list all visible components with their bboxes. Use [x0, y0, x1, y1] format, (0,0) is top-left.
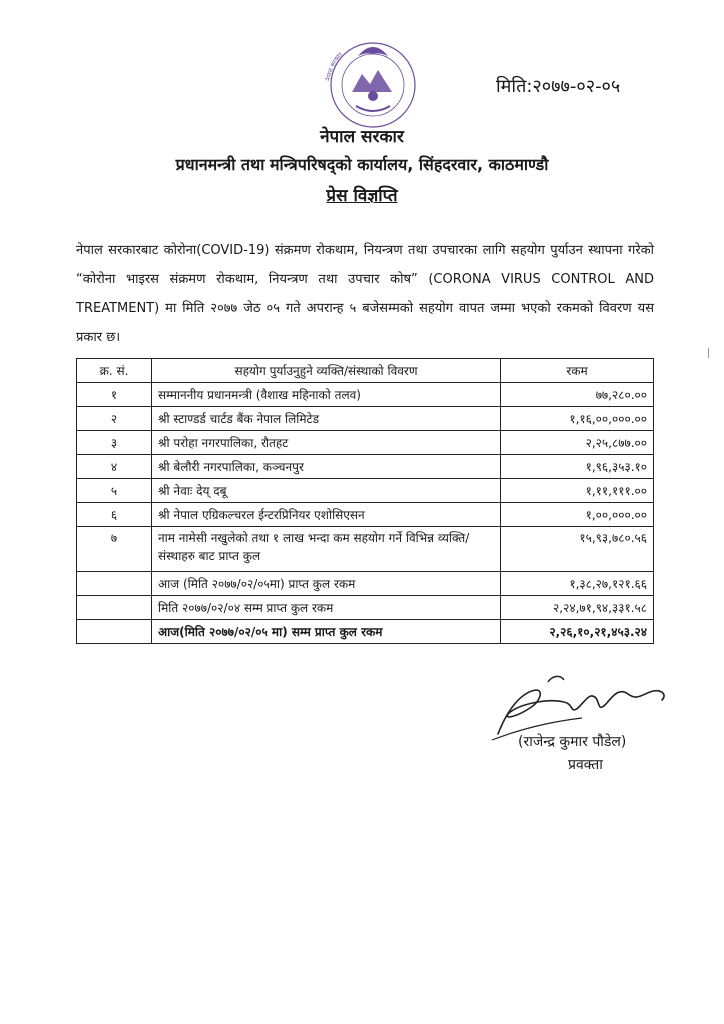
row-sn: ३ [77, 431, 152, 455]
row-desc: नाम नामेसी नखुलेको तथा १ लाख भन्दा कम सहयोग गर्ने विभिन्न व्यक्ति/संस्थाहरु बाट प्राप्त कुल [152, 527, 501, 572]
row-amount: १,९६,३५३.१० [501, 455, 654, 479]
row-amount: १५,९३,७८०.५६ [501, 527, 654, 572]
total-sn-empty [77, 572, 152, 596]
government-emblem-icon [318, 30, 428, 130]
row-amount: १,१६,००,०००.०० [501, 407, 654, 431]
row-amount: १,००,०००.०० [501, 503, 654, 527]
total-label: मिति २०७७/०२/०४ सम्म प्राप्त कुल रकम [152, 596, 501, 620]
row-desc: श्री स्टाण्डर्ड चार्टड बैंक नेपाल लिमिटेड [152, 407, 501, 431]
table-row [77, 383, 654, 407]
table-header-row [77, 359, 654, 383]
donations-table [76, 358, 654, 644]
header-amount: रकम [501, 359, 654, 383]
svg-text:नेपाल सरकार: नेपाल सरकार [325, 51, 344, 82]
row-desc: श्री नेपाल एग्रिकल्चरल ईन्टरप्रिनियर एशोसिएसन [152, 503, 501, 527]
row-desc: श्री बेलौरी नगरपालिका, कञ्चनपुर [152, 455, 501, 479]
signatory-role: प्रवक्ता [568, 757, 603, 773]
grand-total-row [77, 620, 654, 644]
table-row [77, 431, 654, 455]
total-row [77, 596, 654, 620]
header-desc: सहयोग पुर्याउनुहुने व्यक्ति/संस्थाको विवरण [152, 359, 501, 383]
total-label: आज (मिति २०७७/०२/०५मा) प्राप्त कुल रकम [152, 572, 501, 596]
row-desc: सम्माननीय प्रधानमन्त्री (वैशाख महिनाको तलव) [152, 383, 501, 407]
row-desc: श्री नेवाः देय् दबू [152, 479, 501, 503]
grand-total-label: आज(मिति २०७७/०२/०५ मा) सम्म प्राप्त कुल रकम [152, 620, 501, 644]
total-amount: १,३८,२७,१२१.६६ [501, 572, 654, 596]
office-name: प्रधानमन्त्री तथा मन्त्रिपरिषद्को कार्यालय, सिंहदरवार, काठमाण्डौ [175, 155, 549, 174]
document-title: प्रेस विज्ञप्ति [326, 186, 398, 206]
row-sn: ४ [77, 455, 152, 479]
row-sn: ७ [77, 527, 152, 572]
table-row [77, 503, 654, 527]
row-sn: ६ [77, 503, 152, 527]
table-row [77, 479, 654, 503]
intro-paragraph: नेपाल सरकारबाट कोरोना(COVID-19) संक्रमण रोकथाम, नियन्त्रण तथा उपचारका लागि सहयोग पुर्याउन स्थापना गरेको “कोरोना भाइरस संक्रमण रोकथाम, नियन्त्रण तथा उपचार कोष” (CORONA VIRUS CONTROL AND TREATMENT) मा मिति २०७७ जेठ ०५ गते अपरान्ह ५ बजेसम्मको सहयोग वापत जम्मा भएको रकमको विवरण यस प्रकार छ। [76, 243, 654, 345]
total-row [77, 572, 654, 596]
table-row [77, 407, 654, 431]
table-row [77, 455, 654, 479]
row-amount: १,११,१११.०० [501, 479, 654, 503]
row-sn: २ [77, 407, 152, 431]
header-sn: क्र. सं. [77, 359, 152, 383]
grand-total-amount: २,२६,१०,२१,४५३.२४ [501, 620, 654, 644]
document-date: मिति:२०७७-०२-०५ [496, 76, 621, 97]
row-sn: १ [77, 383, 152, 407]
organization-name: नेपाल सरकार [320, 127, 404, 147]
total-sn-empty [77, 596, 152, 620]
total-amount: २,२४,७१,९४,३३१.५८ [501, 596, 654, 620]
row-desc: श्री परोहा नगरपालिका, रौतहट [152, 431, 501, 455]
signatory-name: (राजेन्द्र कुमार पौडेल) [518, 734, 627, 750]
table-row [77, 527, 654, 572]
row-amount: २,२५,८७७.०० [501, 431, 654, 455]
total-sn-empty [77, 620, 152, 644]
row-sn: ५ [77, 479, 152, 503]
page-edge-mark [708, 348, 709, 358]
row-amount: ७७,२८०.०० [501, 383, 654, 407]
